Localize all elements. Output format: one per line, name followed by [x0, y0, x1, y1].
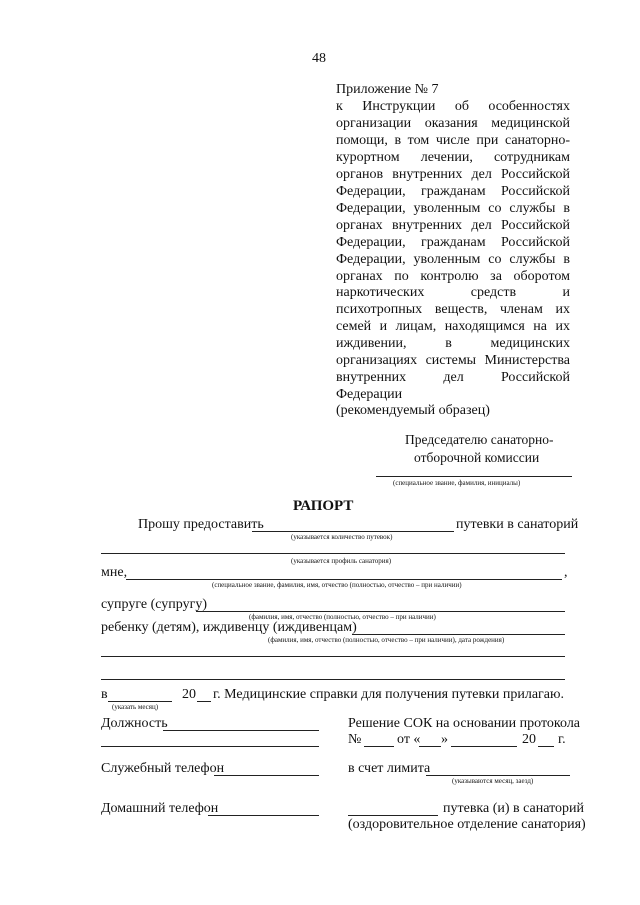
applicant-name-field[interactable] — [126, 579, 562, 580]
decision-label: Решение СОК на основании протокола — [348, 716, 581, 731]
appendix-title: Приложение № 7 — [336, 82, 439, 97]
protocol-month-field[interactable] — [451, 746, 517, 747]
child-extra-line-1[interactable] — [101, 656, 565, 657]
addressee-line-1: Председателю санаторно- — [405, 432, 554, 447]
request-suffix: путевки в санаторий — [456, 517, 579, 532]
appendix-line: к Инструкции об особенностях — [336, 99, 570, 114]
appendix-line: Федерации, гражданам Российской — [336, 234, 570, 250]
appendix-line: наркотических средств и — [336, 285, 570, 301]
appendix-line: организации оказания медицинской — [336, 115, 570, 131]
child-label: ребенку (детям), иждивенцу (иждивенцам) — [101, 620, 357, 635]
caption-limit: (указываются месяц, заезд) — [452, 777, 534, 785]
caption-me: (специальное звание, фамилия, имя, отчество (полностью, отчество – при наличии) — [212, 581, 462, 589]
appendix-line: Федерации, уволенным со службы в — [336, 200, 570, 216]
protocol-number-field[interactable] — [364, 746, 394, 747]
me-label: мне, — [101, 565, 128, 580]
protocol-year-field[interactable] — [538, 746, 554, 747]
limit-field[interactable] — [426, 775, 570, 776]
position-field-2[interactable] — [101, 746, 319, 747]
addressee-field-line[interactable] — [376, 476, 572, 477]
recommended-sample: (рекомендуемый образец) — [336, 403, 490, 418]
appendix-line: органов внутренних дел Российской — [336, 166, 570, 182]
home-phone-label: Домашний телефон — [101, 801, 219, 816]
addressee-line-2: отборочной комиссии — [414, 450, 540, 465]
service-phone-label: Служебный телефон — [101, 761, 225, 776]
appendix-line: органах по контролю за оборотом — [336, 268, 570, 284]
document-title: РАПОРТ — [293, 498, 354, 514]
spouse-label: супруге (супругу) — [101, 597, 208, 612]
protocol-no-label: № — [348, 732, 362, 747]
request-prefix: Прошу предоставить — [138, 517, 264, 532]
spouse-name-field[interactable] — [196, 611, 565, 612]
quote-close: » — [441, 732, 448, 747]
page-number: 48 — [312, 51, 326, 66]
year-field[interactable] — [197, 701, 211, 702]
position-field[interactable] — [163, 730, 319, 731]
appendix-line: Федерации — [336, 387, 403, 403]
caption-month: (указать месяц) — [112, 703, 159, 711]
appendix-line: психотропных веществ, членам их — [336, 302, 570, 318]
appendix-line: иждивении, в медицинских — [336, 336, 570, 352]
home-phone-field[interactable] — [208, 815, 319, 816]
appendix-line: Федерации, уволенным со службы в — [336, 251, 570, 267]
appendix-line: внутренних дел Российской — [336, 370, 570, 386]
year-prefix: 20 — [182, 687, 196, 702]
position-label: Должность — [101, 716, 168, 731]
year2-suffix: г. — [558, 732, 566, 747]
health-department: (оздоровительное отделение санатория) — [348, 817, 586, 832]
voucher-label: путевка (и) в санаторий — [443, 801, 585, 816]
comma: , — [564, 565, 568, 580]
appendix-line: Федерации, гражданам Российской — [336, 183, 570, 199]
child-extra-line-2[interactable] — [101, 679, 565, 680]
appendix-line: организациях системы Министерства — [336, 353, 570, 369]
year-suffix: г. Медицинские справки для получения путевки прилагаю. — [213, 687, 564, 702]
protocol-day-field[interactable] — [419, 746, 441, 747]
addressee-caption: (специальное звание, фамилия, инициалы) — [393, 479, 521, 487]
voucher-count-field[interactable] — [252, 531, 454, 532]
appendix-line: помощи, в том числе при санаторно- — [336, 132, 570, 148]
year2-prefix: 20 — [522, 732, 536, 747]
month-field[interactable] — [108, 701, 172, 702]
sanatorium-profile-field[interactable] — [101, 553, 565, 554]
caption-child: (фамилия, имя, отчество (полностью, отчество – при наличии), дата рождения) — [268, 636, 505, 644]
caption-profile: (указывается профиль санатория) — [291, 557, 392, 565]
appendix-line: курортном лечении, сотрудникам — [336, 149, 570, 165]
appendix-line: семей и лицам, находящимся на их — [336, 319, 570, 335]
voucher-number-field[interactable] — [348, 815, 438, 816]
appendix-line: органах внутренних дел Российской — [336, 217, 570, 233]
child-name-field[interactable] — [352, 634, 565, 635]
caption-count: (указывается количество путевок) — [291, 533, 393, 541]
in-label: в — [101, 687, 108, 702]
from-label: от « — [397, 732, 421, 747]
limit-label: в счет лимита — [348, 761, 431, 776]
caption-spouse: (фамилия, имя, отчество (полностью, отчество – при наличии) — [249, 613, 436, 621]
service-phone-field[interactable] — [214, 775, 319, 776]
